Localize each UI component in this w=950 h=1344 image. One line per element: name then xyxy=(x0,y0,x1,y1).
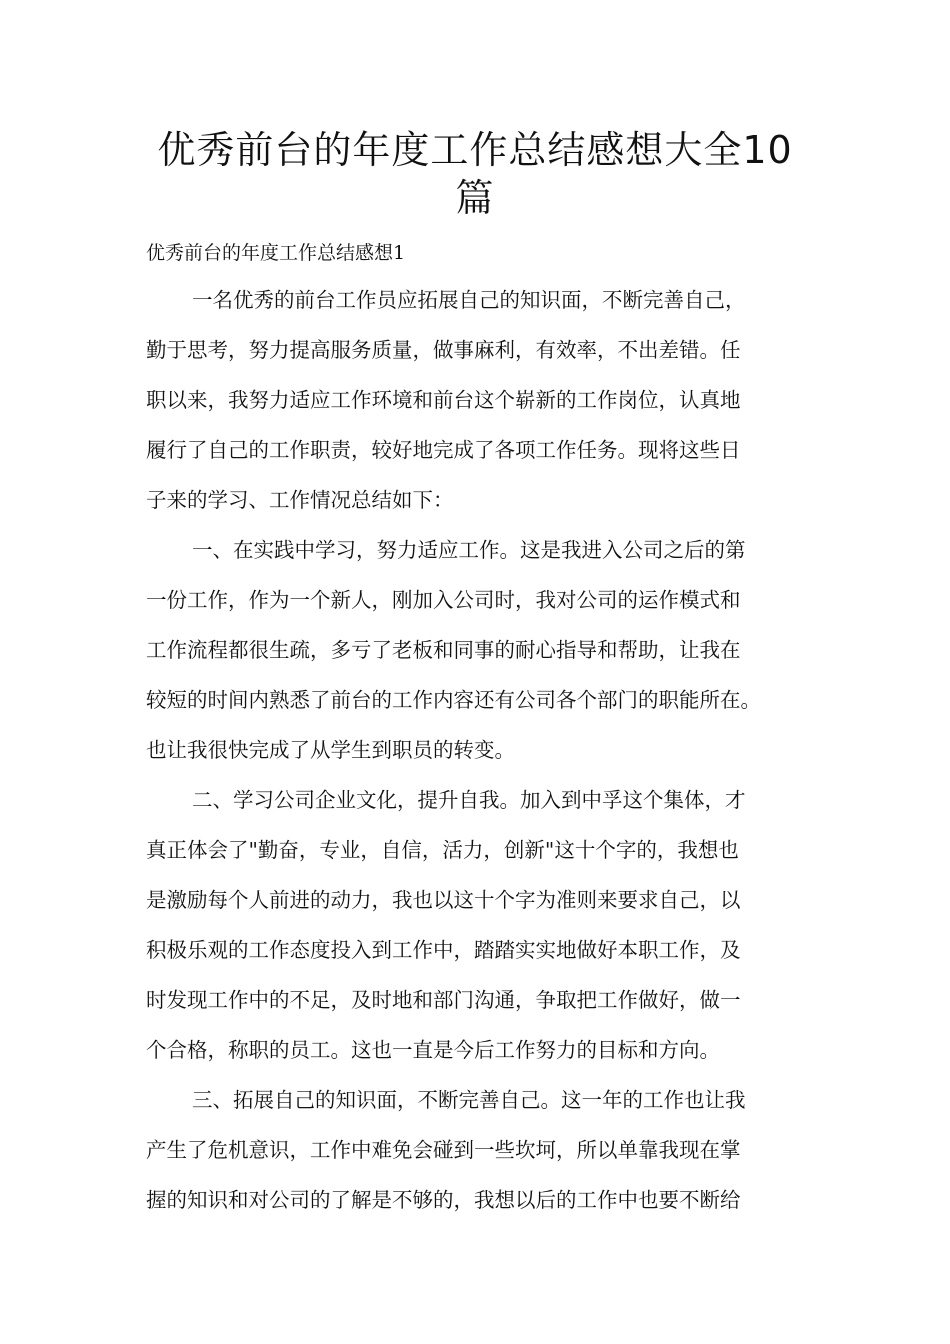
paragraph-3-line-2: 真正体会了"勤奋，专业，自信，活力，创新"这十个字的，我想也 xyxy=(146,838,739,862)
paragraph-4-line-3: 握的知识和对公司的了解是不够的，我想以后的工作中也要不断给 xyxy=(146,1188,741,1212)
paragraph-3-line-1: 二、学习公司企业文化，提升自我。加入到中孚这个集体，才 xyxy=(192,788,746,812)
paragraph-4-line-2: 产生了危机意识，工作中难免会碰到一些坎坷，所以单靠我现在掌 xyxy=(146,1138,741,1162)
paragraph-1-line-3: 职以来，我努力适应工作环境和前台这个崭新的工作岗位，认真地 xyxy=(146,388,741,412)
paragraph-3-line-4: 积极乐观的工作态度投入到工作中，踏踏实实地做好本职工作，及 xyxy=(146,938,741,962)
paragraph-2-line-4: 较短的时间内熟悉了前台的工作内容还有公司各个部门的职能所在。 xyxy=(146,688,761,712)
paragraph-2-line-2: 一份工作，作为一个新人，刚加入公司时，我对公司的运作模式和 xyxy=(146,588,741,612)
title-line-1: 优秀前台的年度工作总结感想大全10 xyxy=(157,128,793,172)
section-subtitle: 优秀前台的年度工作总结感想1 xyxy=(146,242,406,264)
paragraph-2-line-1: 一、在实践中学习，努力适应工作。这是我进入公司之后的第 xyxy=(192,538,746,562)
paragraph-4-line-1: 三、拓展自己的知识面，不断完善自己。这一年的工作也让我 xyxy=(192,1088,746,1112)
paragraph-3-line-3: 是激励每个人前进的动力，我也以这十个字为准则来要求自己，以 xyxy=(146,888,741,912)
paragraph-1-line-4: 履行了自己的工作职责，较好地完成了各项工作任务。现将这些日 xyxy=(146,438,741,462)
paragraph-1-line-5: 子来的学习、工作情况总结如下： xyxy=(146,488,454,512)
paragraph-3-line-5: 时发现工作中的不足，及时地和部门沟通，争取把工作做好，做一 xyxy=(146,988,741,1012)
paragraph-3-line-6: 个合格，称职的员工。这也一直是今后工作努力的目标和方向。 xyxy=(146,1038,720,1062)
title-line-2: 篇 xyxy=(455,176,495,220)
paragraph-2-line-5: 也让我很快完成了从学生到职员的转变。 xyxy=(146,738,515,762)
document-title xyxy=(120,126,830,222)
paragraph-1-line-2: 勤于思考，努力提高服务质量，做事麻利，有效率，不出差错。任 xyxy=(146,338,741,362)
paragraph-1-line-1: 一名优秀的前台工作员应拓展自己的知识面，不断完善自己， xyxy=(192,288,746,312)
paragraph-2-line-3: 工作流程都很生疏，多亏了老板和同事的耐心指导和帮助，让我在 xyxy=(146,638,741,662)
